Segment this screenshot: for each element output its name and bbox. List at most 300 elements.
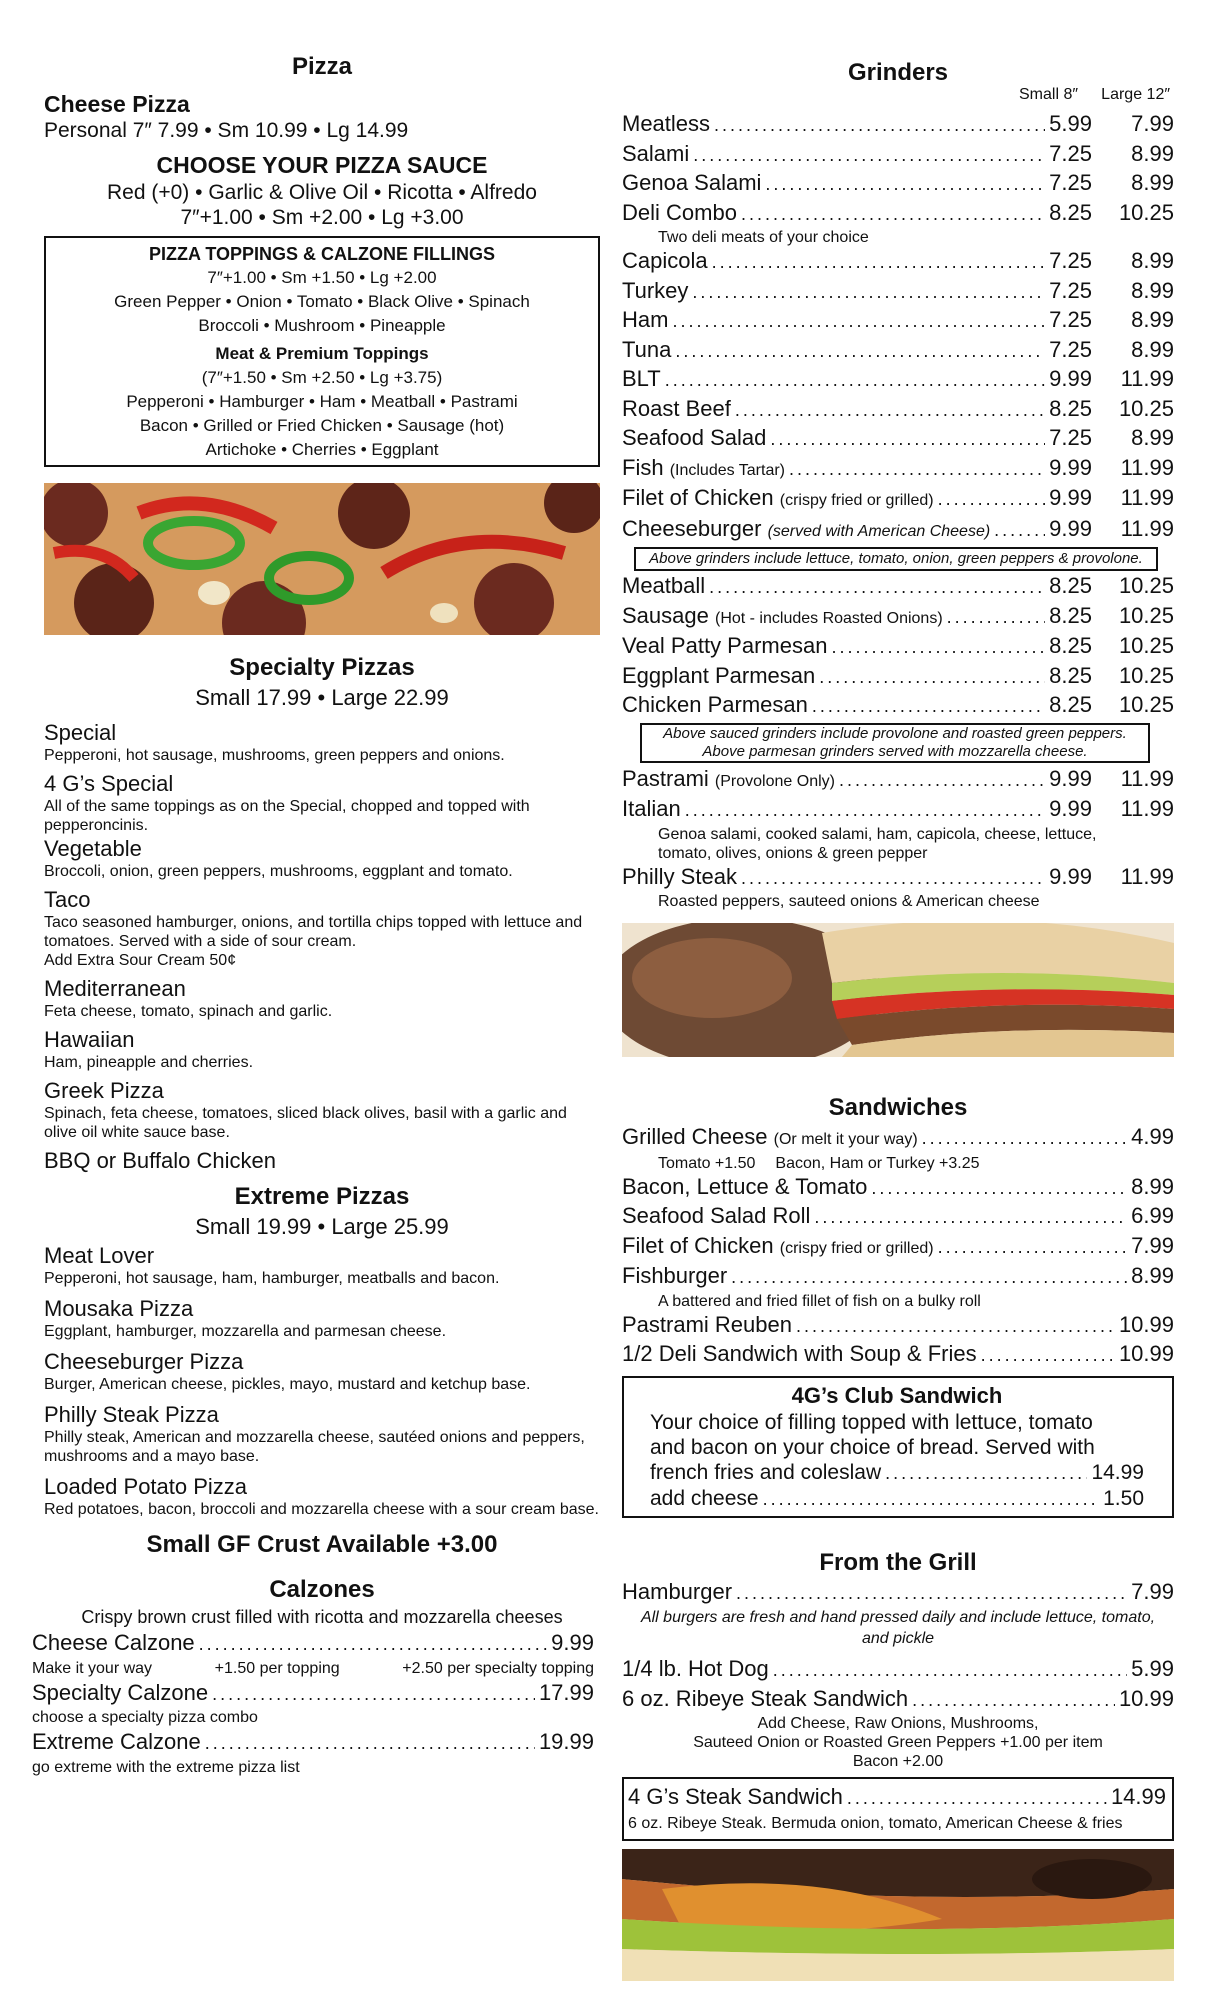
- grinder-small-price: 7.25: [1049, 336, 1092, 362]
- grinder-row: [622, 572, 1174, 602]
- grinder-note: Two deli meats of your choice: [658, 229, 869, 246]
- grinder-small-price: 7.25: [1049, 170, 1092, 195]
- item-name: Vegetable: [44, 836, 142, 861]
- sandwich-row: [622, 1232, 1174, 1263]
- grinder-large-price: 10.25: [1118, 662, 1174, 688]
- sandwich-note: [622, 1154, 1174, 1173]
- sandwich-note-a: Tomato +1.50: [658, 1154, 756, 1172]
- grinder-small-price: 7.25: [1049, 307, 1092, 332]
- pizza-image: [44, 483, 600, 635]
- club-addon-row: [650, 1486, 1144, 1512]
- grinders-group-3: [622, 765, 1174, 912]
- grinder-qualifier: (Hot - includes Roasted Onions): [714, 609, 943, 627]
- sandwich-image: [622, 923, 1174, 1057]
- extreme-prices: Small 19.99 • Large 25.99: [195, 1214, 449, 1239]
- grinder-small-price: 8.25: [1049, 395, 1092, 421]
- grinder-large-price: 10.25: [1118, 633, 1174, 658]
- list-item: [44, 1147, 600, 1174]
- cheese-pizza-name: Cheese Pizza: [44, 91, 190, 117]
- leader-dots: [871, 1175, 1127, 1203]
- list-item: [44, 1401, 600, 1466]
- toppings-prices: 7″+1.00 • Sm +1.50 • Lg +2.00: [207, 268, 437, 287]
- grinder-name-text: Tuna: [622, 336, 672, 362]
- grinder-name-text: Meatless: [622, 111, 711, 136]
- steak-sandwich-box: [622, 1777, 1174, 1841]
- sandwich-price: 8.99: [1131, 1173, 1174, 1199]
- grill-title: From the Grill: [819, 1548, 977, 1576]
- leader-dots: [736, 1580, 1127, 1608]
- grinder-name-text: Filet of Chicken: [622, 485, 774, 510]
- grinders-group-2: [622, 572, 1174, 721]
- gf-crust-note: Small GF Crust Available +3.00: [146, 1531, 498, 1558]
- item-desc: Spinach, feta cheese, tomatoes, sliced black olives, basil with a garlic and olive oil white sauce base.: [44, 1105, 567, 1141]
- leader-dots: [814, 1204, 1127, 1232]
- sandwich-row: [622, 1340, 1174, 1370]
- leader-dots: [839, 767, 1045, 795]
- item-name: Hawaiian: [44, 1027, 135, 1052]
- grinder-name-text: Genoa Salami: [622, 170, 762, 195]
- sandwich-name-text: Seafood Salad Roll: [622, 1203, 811, 1228]
- grinder-name: [622, 691, 808, 719]
- sandwich-name-text: Bacon, Lettuce & Tomato: [622, 1173, 868, 1199]
- ribeye-note: [622, 1714, 1174, 1771]
- grinder-small-price: 8.25: [1049, 602, 1092, 628]
- note-make-your-way: Make it your way: [32, 1659, 153, 1677]
- sandwich-name-text: Pastrami Reuben: [622, 1311, 792, 1337]
- club-price-row: [650, 1460, 1144, 1486]
- grinder-small-price: 8.25: [1049, 662, 1092, 688]
- sandwich-row: [622, 1311, 1174, 1341]
- grinder-large-price: 8.99: [1131, 248, 1174, 273]
- grinder-name: [622, 365, 661, 393]
- grinder-row: [622, 306, 1174, 336]
- grinder-large-price: 10.25: [1118, 692, 1174, 717]
- leader-dots: [796, 1313, 1115, 1341]
- calzone-name: Specialty Calzone: [32, 1679, 209, 1705]
- meat-line2: Bacon • Grilled or Fried Chicken • Sausage (hot): [139, 416, 505, 435]
- grinder-name-text: Ham: [622, 307, 669, 332]
- grinder-large-price: 11.99: [1120, 863, 1174, 889]
- sandwich-name: [622, 1311, 792, 1339]
- grinder-name: [622, 602, 943, 633]
- ribeye-note-line-3: Bacon +2.00: [852, 1753, 944, 1770]
- leader-dots: [765, 171, 1045, 199]
- grinder-qualifier: (Provolone Only): [714, 772, 835, 790]
- toppings-box: [44, 236, 600, 467]
- grill-name: 6 oz. Ribeye Steak Sandwich: [622, 1685, 909, 1711]
- club-line-1: Your choice of filling topped with lettuce, tomato: [650, 1410, 1093, 1434]
- grinder-large-price: 10.25: [1118, 573, 1174, 598]
- grill-price: 5.99: [1131, 1656, 1174, 1681]
- calzone-note: [32, 1659, 594, 1679]
- grinder-note: Genoa salami, cooked salami, ham, capicola, cheese, lettuce, tomato, olives, onions & green pepper: [658, 825, 1097, 862]
- grinder-name: [622, 247, 708, 275]
- steak-sandwich-desc: 6 oz. Ribeye Steak. Bermuda onion, tomato, American Cheese & fries: [628, 1814, 1123, 1832]
- grinder-qualifier: (Includes Tartar): [669, 461, 785, 479]
- leader-dots: [709, 574, 1045, 602]
- club-line-3: french fries and coleslaw: [650, 1460, 882, 1484]
- leader-dots: [812, 693, 1045, 721]
- grinder-row: [622, 140, 1174, 170]
- meat-toppings-title: Meat & Premium Toppings: [215, 344, 429, 363]
- sauce-options: Red (+0) • Garlic & Olive Oil • Ricotta • Alfredo: [107, 181, 537, 204]
- leader-dots: [735, 397, 1045, 425]
- leader-dots: [885, 1461, 1087, 1486]
- grinder-large-price: 8.99: [1131, 336, 1174, 362]
- cheese-pizza-prices: Personal 7″ 7.99 • Sm 10.99 • Lg 14.99: [44, 119, 409, 142]
- grinder-name: [622, 454, 785, 485]
- grinder-name: [622, 277, 688, 305]
- leader-dots: [712, 249, 1046, 277]
- calzone-note: choose a specialty pizza combo: [32, 1709, 258, 1726]
- sandwich-name: [622, 1123, 918, 1154]
- grinder-name-text: Meatball: [622, 573, 706, 598]
- leader-dots: [685, 797, 1045, 825]
- extreme-title: Extreme Pizzas: [234, 1183, 410, 1210]
- grinder-row: [622, 515, 1174, 546]
- toppings-veg-line2: Broccoli • Mushroom • Pineapple: [198, 316, 446, 335]
- grinder-name-text: BLT: [622, 366, 661, 391]
- calzones-list: [32, 1629, 594, 1778]
- calzone-row: [32, 1728, 594, 1758]
- burger-image: [622, 1849, 1174, 1981]
- club-line-2: and bacon on your choice of bread. Served with: [650, 1435, 1095, 1459]
- grinder-large-price: 11.99: [1120, 796, 1174, 821]
- grinder-large-price: 8.99: [1131, 277, 1174, 303]
- calzone-note: go extreme with the extreme pizza list: [32, 1758, 300, 1776]
- leader-dots: [665, 367, 1045, 395]
- left-column: [32, 52, 600, 1778]
- meat-line1: Pepperoni • Hamburger • Ham • Meatball • Pastrami: [126, 392, 518, 411]
- leader-dots: [212, 1681, 535, 1709]
- grinder-name-text: Philly Steak: [622, 863, 737, 889]
- sandwich-note-b: Bacon, Ham or Turkey +3.25: [775, 1154, 980, 1172]
- ribeye-note-line-2: Sauteed Onion or Roasted Green Peppers +1.00 per item: [693, 1734, 1103, 1751]
- grill-price: 7.99: [1131, 1578, 1174, 1604]
- grinder-row: [622, 484, 1174, 515]
- item-desc: Pepperoni, hot sausage, ham, hamburger, meatballs and bacon.: [44, 1270, 500, 1287]
- grinder-small-price: 8.25: [1049, 633, 1092, 658]
- list-item: [44, 770, 600, 835]
- sandwich-price: 7.99: [1131, 1232, 1174, 1258]
- leader-dots: [731, 1264, 1127, 1292]
- club-addon: add cheese: [650, 1486, 759, 1510]
- grinder-small-price: 9.99: [1049, 454, 1092, 480]
- steak-sandwich-name: 4 G’s Steak Sandwich: [628, 1784, 843, 1809]
- grinder-row: [622, 602, 1174, 633]
- sauce-title: CHOOSE YOUR PIZZA SAUCE: [156, 152, 488, 178]
- toppings-veg-line1: Green Pepper • Onion • Tomato • Black Olive • Spinach: [114, 292, 530, 311]
- item-name: Taco: [44, 887, 91, 912]
- leader-dots: [912, 1687, 1115, 1715]
- grinders-title: Grinders: [847, 59, 949, 86]
- item-desc: Taco seasoned hamburger, onions, and tortilla chips topped with lettuce and tomatoes. Served with a side of sour cream.: [44, 914, 583, 950]
- grinder-name-text: Salami: [622, 140, 690, 166]
- note-2-line-1: Above sauced grinders include provolone and roasted green peppers.: [663, 724, 1127, 742]
- meat-line3: Artichoke • Cherries • Eggplant: [205, 440, 439, 459]
- sandwich-name: [622, 1340, 977, 1368]
- grinder-small-price: 9.99: [1049, 863, 1092, 889]
- calzone-price: 17.99: [538, 1679, 594, 1705]
- list-item: [44, 1473, 600, 1519]
- sandwich-row: [622, 1173, 1174, 1203]
- sandwich-qualifier: (Or melt it your way): [773, 1131, 918, 1148]
- grinder-name: [622, 515, 990, 546]
- leader-dots: [205, 1730, 535, 1758]
- item-name: Greek Pizza: [44, 1078, 164, 1103]
- toppings-title: PIZZA TOPPINGS & CALZONE FILLINGS: [148, 244, 495, 264]
- list-item: [44, 1295, 600, 1341]
- item-desc: All of the same toppings as on the Special, chopped and topped with pepperoncinis.: [44, 798, 530, 834]
- grinder-name: [622, 336, 671, 364]
- grill-row: [622, 1685, 1174, 1715]
- list-item: [44, 719, 600, 765]
- grinder-note: Roasted peppers, sauteed onions & American cheese: [658, 893, 1040, 910]
- grinder-large-price: 8.99: [1131, 170, 1174, 195]
- grinder-name: [622, 395, 731, 423]
- grinders-group-1: [622, 110, 1174, 545]
- grinder-large-price: 10.25: [1118, 395, 1174, 421]
- sandwiches-title: Sandwiches: [828, 1094, 968, 1121]
- item-name: Philly Steak Pizza: [44, 1402, 219, 1427]
- grinder-name: [622, 632, 827, 660]
- club-price: 14.99: [1091, 1460, 1144, 1484]
- club-title: 4G’s Club Sandwich: [791, 1382, 1003, 1408]
- sandwich-qualifier: (crispy fried or grilled): [779, 1239, 934, 1257]
- grinder-name: [622, 110, 710, 138]
- calzone-price: 9.99: [551, 1630, 594, 1655]
- grinder-name: [622, 765, 835, 796]
- specialty-prices: Small 17.99 • Large 22.99: [195, 685, 449, 710]
- sandwich-row: [622, 1123, 1174, 1154]
- sauce-prices: 7″+1.00 • Sm +2.00 • Lg +3.00: [180, 206, 464, 229]
- item-desc: Feta cheese, tomato, spinach and garlic.: [44, 1003, 333, 1020]
- leader-dots: [947, 604, 1046, 632]
- grinder-small-price: 9.99: [1049, 515, 1092, 541]
- grill-name: Hamburger: [622, 1578, 733, 1604]
- club-sandwich-box: [622, 1376, 1174, 1518]
- grinder-large-price: 7.99: [1131, 111, 1174, 136]
- sandwich-note: [622, 1292, 1174, 1311]
- item-name: 4 G’s Special: [44, 771, 174, 796]
- grinder-name: [622, 795, 681, 823]
- item-desc: Ham, pineapple and cherries.: [44, 1054, 254, 1071]
- sandwich-note-a: A battered and fried fillet of fish on a bulky roll: [658, 1292, 981, 1310]
- col-large-header: Large 12″: [1101, 86, 1170, 103]
- sandwich-name: [622, 1232, 934, 1263]
- burger-photo: [622, 1849, 1174, 1981]
- grinder-small-price: 7.25: [1049, 425, 1092, 450]
- sandwich-name: [622, 1262, 727, 1290]
- item-name: Mediterranean: [44, 976, 186, 1001]
- sandwich-price: 8.99: [1131, 1263, 1174, 1288]
- sandwich-name-text: Grilled Cheese: [622, 1124, 768, 1149]
- item-desc: Philly steak, American and mozzarella cheese, sautéed onions and peppers, mushrooms and a mayo base.: [44, 1429, 585, 1465]
- grill-row: [622, 1578, 1174, 1608]
- grinder-name: [622, 424, 766, 452]
- item-name: BBQ or Buffalo Chicken: [44, 1148, 276, 1173]
- sandwich-row: [622, 1202, 1174, 1232]
- extreme-list: [44, 1242, 600, 1519]
- grinder-large-price: 8.99: [1131, 140, 1174, 166]
- grinder-row: [622, 662, 1174, 692]
- note-per-specialty: +2.50 per specialty topping: [402, 1659, 594, 1677]
- grinder-small-price: 9.99: [1049, 765, 1092, 791]
- grinder-row: [622, 691, 1174, 721]
- leader-dots: [981, 1342, 1115, 1370]
- grinder-name: [622, 662, 815, 690]
- leader-dots: [199, 1631, 548, 1659]
- grinder-name-text: Fish: [622, 454, 664, 480]
- grinder-small-price: 8.25: [1049, 573, 1092, 598]
- grinder-qualifier: (crispy fried or grilled): [779, 492, 934, 509]
- specialty-list: [44, 719, 600, 1174]
- grinder-small-price: 9.99: [1049, 366, 1092, 391]
- leader-dots: [672, 308, 1045, 336]
- grinder-name-text: Eggplant Parmesan: [622, 662, 816, 688]
- grinder-row: [622, 454, 1174, 485]
- grinder-row: [622, 199, 1174, 229]
- grinder-name: [622, 140, 689, 168]
- pizza-photo: [44, 483, 600, 635]
- ribeye-note-line-1: Add Cheese, Raw Onions, Mushrooms,: [757, 1715, 1039, 1732]
- grinder-small-price: 8.25: [1049, 199, 1092, 225]
- leader-dots: [789, 456, 1045, 484]
- grinder-name: [622, 863, 737, 891]
- grinder-small-price: 9.99: [1049, 485, 1092, 510]
- leader-dots: [938, 1234, 1128, 1262]
- grinder-large-price: 10.25: [1118, 602, 1174, 628]
- sandwich-name-text: Fishburger: [622, 1263, 728, 1288]
- grinders-note-2: [640, 723, 1150, 763]
- grinder-large-price: 11.99: [1120, 454, 1174, 480]
- grinder-large-price: 11.99: [1120, 366, 1174, 391]
- calzone-row: [32, 1679, 594, 1709]
- right-column: [622, 58, 1174, 1981]
- grinder-large-price: 11.99: [1120, 515, 1174, 541]
- pizza-title: Pizza: [291, 53, 353, 80]
- grinder-name: [622, 484, 934, 515]
- grinder-row: [622, 795, 1174, 825]
- calzone-name: Cheese Calzone: [32, 1630, 195, 1655]
- sandwich-price: 10.99: [1118, 1341, 1174, 1366]
- grinders-header: [622, 58, 1174, 110]
- grinder-name-text: Veal Patty Parmesan: [622, 633, 828, 658]
- grinder-large-price: 8.99: [1131, 425, 1174, 450]
- leader-dots: [938, 486, 1046, 514]
- leader-dots: [693, 142, 1045, 170]
- list-item: [44, 1026, 600, 1072]
- sandwich-name: [622, 1173, 867, 1201]
- calzones-title: Calzones: [269, 1576, 375, 1603]
- grinder-row: [622, 632, 1174, 662]
- grinder-row: [622, 169, 1174, 199]
- leader-dots: [847, 1785, 1107, 1813]
- grinder-small-price: 9.99: [1049, 796, 1092, 821]
- leader-dots: [770, 426, 1045, 454]
- leader-dots: [714, 112, 1045, 140]
- grinder-name-text: Capicola: [622, 248, 708, 273]
- list-item: [44, 1077, 600, 1142]
- leader-dots: [994, 517, 1045, 545]
- grinder-name-text: Deli Combo: [622, 199, 737, 225]
- grinder-row: [622, 277, 1174, 307]
- note-2-line-2: Above parmesan grinders served with mozzarella cheese.: [702, 742, 1088, 760]
- list-item: [44, 1348, 600, 1394]
- grinder-row: [622, 110, 1174, 140]
- grinder-row: [622, 424, 1174, 454]
- item-name: Cheeseburger Pizza: [44, 1349, 244, 1374]
- grinder-name-text: Seafood Salad: [622, 425, 767, 450]
- sandwich-price: 10.99: [1118, 1311, 1174, 1337]
- leader-dots: [773, 1657, 1127, 1685]
- grill-name: 1/4 lb. Hot Dog: [622, 1656, 769, 1681]
- calzone-name: Extreme Calzone: [32, 1729, 201, 1754]
- sandwich-name-text: Filet of Chicken: [622, 1232, 774, 1258]
- grinder-row: [622, 395, 1174, 425]
- grinder-row: [622, 336, 1174, 366]
- grinder-name: [622, 306, 668, 334]
- grinder-name: [622, 572, 705, 600]
- item-name: Loaded Potato Pizza: [44, 1474, 248, 1499]
- grinder-row: [622, 365, 1174, 395]
- col-small-header: Small 8″: [1018, 86, 1078, 103]
- grinder-large-price: 10.25: [1118, 199, 1174, 225]
- grinder-name-text: Roast Beef: [622, 395, 731, 421]
- item-desc: Red potatoes, bacon, broccoli and mozzarella cheese with a sour cream base.: [44, 1501, 599, 1518]
- sandwich-name: [622, 1202, 810, 1230]
- grinder-name-text: Chicken Parmesan: [622, 692, 808, 717]
- item-desc: Burger, American cheese, pickles, mayo, mustard and ketchup base.: [44, 1376, 531, 1393]
- grinder-name-text: Italian: [622, 796, 681, 821]
- grinder-name-text: Turkey: [622, 277, 689, 303]
- steak-sandwich-price: 14.99: [1110, 1784, 1166, 1809]
- calzone-row: [32, 1629, 594, 1659]
- leader-dots: [763, 1487, 1100, 1512]
- item-extra: Add Extra Sour Cream 50¢: [44, 952, 237, 969]
- grinder-large-price: 11.99: [1120, 485, 1174, 510]
- item-desc: Broccoli, onion, green peppers, mushrooms, eggplant and tomato.: [44, 863, 513, 880]
- grinder-small-price: 5.99: [1049, 111, 1092, 136]
- grinder-qualifier: (served with American Cheese): [767, 522, 991, 540]
- leader-dots: [692, 279, 1045, 307]
- meat-toppings-prices: (7″+1.50 • Sm +2.50 • Lg +3.75): [201, 368, 443, 387]
- steak-sandwich-row: [628, 1783, 1166, 1813]
- grinder-row: [622, 247, 1174, 277]
- item-name: Special: [44, 720, 117, 745]
- grinder-row: [622, 765, 1174, 796]
- sandwich-row: [622, 1262, 1174, 1292]
- item-name: Meat Lover: [44, 1243, 155, 1268]
- sandwich-name-text: 1/2 Deli Sandwich with Soup & Fries: [622, 1341, 977, 1366]
- leader-dots: [831, 634, 1045, 662]
- grill-list: [622, 1578, 1174, 1772]
- grinder-row: [622, 863, 1174, 893]
- item-desc: Pepperoni, hot sausage, mushrooms, green peppers and onions.: [44, 747, 505, 764]
- grinder-large-price: 8.99: [1131, 307, 1174, 332]
- calzones-subtitle: Crispy brown crust filled with ricotta and mozzarella cheeses: [81, 1607, 563, 1627]
- burger-note: All burgers are fresh and hand pressed daily and include lettuce, tomato, and pickle: [640, 1609, 1156, 1647]
- leader-dots: [819, 664, 1045, 692]
- list-item: [44, 1242, 600, 1288]
- list-item: [44, 835, 600, 881]
- leader-dots: [675, 338, 1045, 366]
- item-desc: Eggplant, hamburger, mozzarella and parmesan cheese.: [44, 1323, 447, 1340]
- list-item: [44, 975, 600, 1021]
- grinder-large-price: 11.99: [1120, 765, 1174, 791]
- leader-dots: [741, 865, 1045, 893]
- grill-row: [622, 1655, 1174, 1685]
